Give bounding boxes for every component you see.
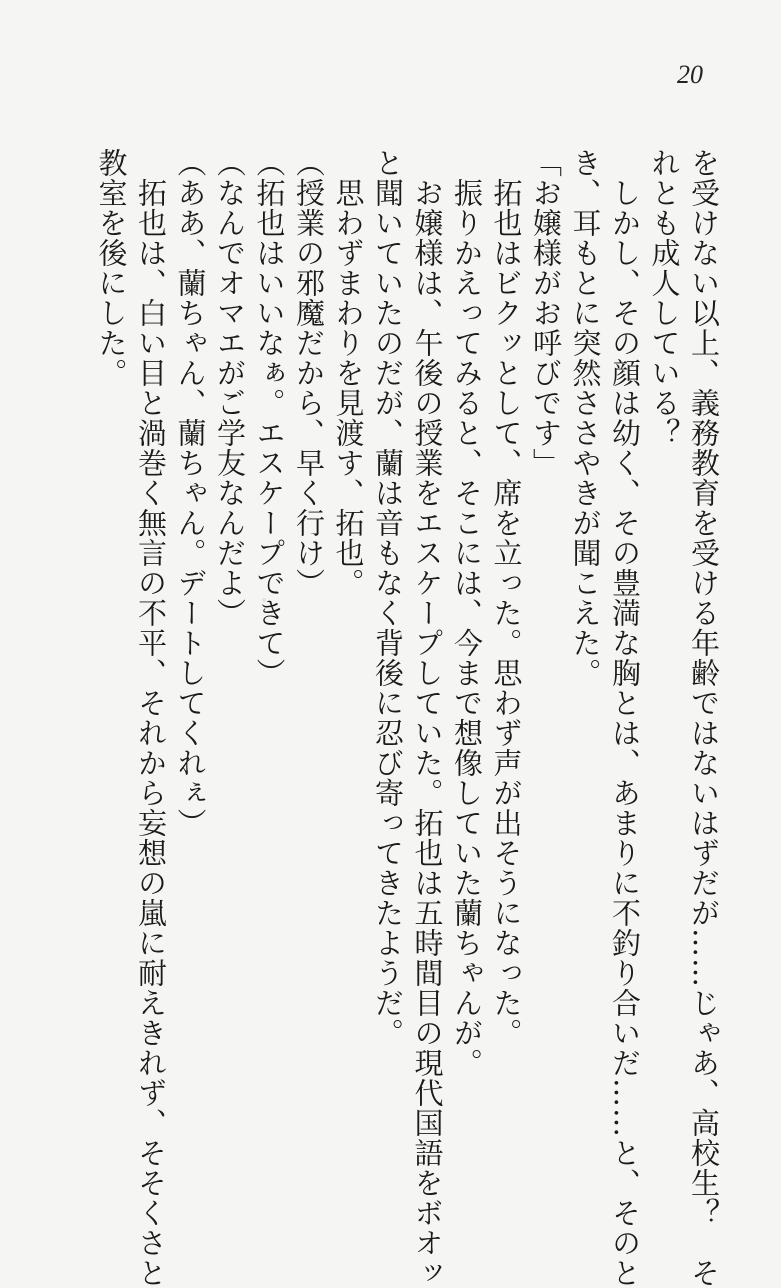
text-line-15: 拓也は、白い目と渦巻く無言の不平、それから妄想の嵐に耐えきれず、そそくさと (134, 148, 168, 1288)
text-line-11: （授業の邪魔だから、早く行け） (292, 148, 326, 598)
page-number: 20 (677, 60, 703, 89)
text-line-5: 「お嬢様がお呼びです」 (529, 148, 563, 478)
vertical-text-body (91, 148, 723, 1288)
text-line-8: お嬢様は、午後の授業をエスケープしていた。拓也は五時間目の現代国語をボオッ (410, 148, 445, 1288)
text-line-12: （拓也はいいなぁ。エスケープできて） (252, 148, 287, 688)
text-line-14: （ああ、蘭ちゃん、蘭ちゃん。デートしてくれぇ） (173, 148, 208, 838)
scan-speck (700, 410, 703, 413)
text-line-16: 教室を後にした。 (94, 148, 129, 388)
text-line-13: （なんでオマエがご学友なんだよ） (213, 148, 247, 628)
text-line-9: と聞いていたのだが、蘭は音もなく背後に忍び寄ってきたようだ。 (371, 148, 405, 1048)
text-line-1: を受けない以上、義務教育を受ける年齢ではないはずだが……じゃあ、高校生？ そ (687, 148, 721, 1288)
text-line-7: 振りかえってみると、そこには、今まで想像していた蘭ちゃんが。 (450, 148, 484, 1078)
text-line-2: れとも成人している？ (647, 148, 682, 448)
scan-speck (262, 598, 266, 602)
text-line-10: 思わずまわりを見渡す、拓也。 (331, 148, 366, 598)
text-line-3: しかし、その顔は幼く、その豊満な胸とは、あまりに不釣り合いだ……と、そのと (608, 148, 642, 1288)
text-line-6: 拓也はビクッとして、席を立った。思わず声が出そうになった。 (489, 148, 524, 1048)
text-line-4: き、耳もとに突然ささやきが聞こえた。 (568, 148, 603, 688)
